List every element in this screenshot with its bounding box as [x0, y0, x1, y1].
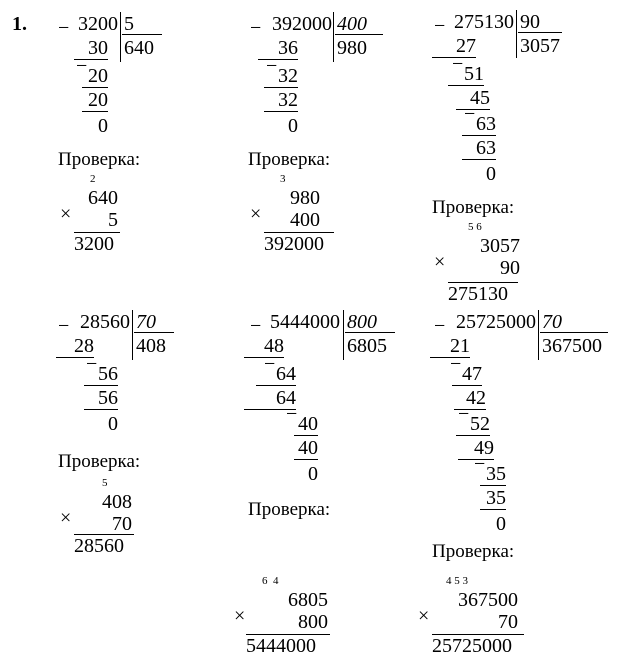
divisor: 70	[542, 311, 562, 333]
step-value: 51	[464, 63, 484, 85]
divisor-underline	[345, 332, 395, 333]
divisor-underline	[518, 32, 562, 33]
check-label: Проверка:	[248, 499, 331, 520]
times-sign: ×	[234, 605, 246, 627]
step-value: 63	[476, 113, 496, 135]
step-value: 0	[496, 513, 506, 535]
divisor-underline	[122, 34, 162, 35]
minus-sign: −	[250, 17, 262, 39]
step-underline	[264, 111, 298, 112]
step-underline	[294, 459, 318, 460]
divisor: 400	[337, 13, 367, 35]
step-underline	[452, 385, 482, 386]
product: 28560	[74, 535, 124, 557]
multiplier: 400	[290, 209, 320, 231]
divisor: 5	[124, 13, 134, 35]
check-label: Проверка:	[432, 197, 515, 218]
carry-digits: 2	[90, 173, 96, 185]
minus-sign: −	[58, 315, 70, 337]
step-value: 49	[474, 437, 494, 459]
step-value: 52	[470, 413, 490, 435]
division-bar	[132, 310, 133, 360]
step-underline	[294, 435, 318, 436]
times-sign: ×	[434, 251, 446, 273]
step-value: 63	[476, 137, 496, 159]
minus-sign: −	[286, 403, 298, 425]
dividend: 392000	[272, 13, 332, 35]
minus-sign: −	[250, 315, 262, 337]
multiplier: 800	[298, 611, 328, 633]
step-value: 42	[466, 387, 486, 409]
check-label: Проверка:	[432, 541, 515, 562]
step-value: 36	[278, 37, 298, 59]
times-sign: ×	[60, 203, 72, 225]
minus-sign: −	[434, 315, 446, 337]
step-underline	[84, 385, 118, 386]
minus-sign: −	[452, 53, 464, 75]
step-underline	[462, 135, 496, 136]
division-bar	[120, 12, 121, 62]
step-underline	[82, 111, 108, 112]
divisor: 90	[520, 11, 540, 33]
divisor-underline	[134, 332, 174, 333]
step-underline	[462, 159, 496, 160]
step-value: 47	[462, 363, 482, 385]
step-value: 0	[288, 115, 298, 137]
multiplicand: 3057	[480, 235, 520, 257]
minus-sign: −	[76, 55, 88, 77]
dividend: 5444000	[270, 311, 340, 333]
step-underline	[258, 59, 298, 60]
step-value: 48	[264, 335, 284, 357]
product: 5444000	[246, 635, 316, 657]
minus-sign: −	[450, 353, 462, 375]
step-underline	[456, 435, 490, 436]
minus-sign: −	[264, 353, 276, 375]
carry-digits: 3	[280, 173, 286, 185]
step-value: 20	[88, 89, 108, 111]
step-value: 56	[98, 387, 118, 409]
product: 3200	[74, 233, 114, 255]
dividend: 25725000	[456, 311, 536, 333]
multiplicand: 408	[102, 491, 132, 513]
step-value: 40	[298, 437, 318, 459]
multiplier: 5	[108, 209, 118, 231]
dividend: 275130	[454, 11, 514, 33]
product: 25725000	[432, 635, 512, 657]
quotient: 408	[136, 335, 166, 357]
dividend: 3200	[78, 13, 118, 35]
division-bar	[538, 310, 539, 360]
product: 392000	[264, 233, 324, 255]
step-value: 28	[74, 335, 94, 357]
minus-sign: −	[266, 55, 278, 77]
step-value: 0	[108, 413, 118, 435]
minus-sign: −	[58, 17, 70, 39]
check-label: Проверка:	[58, 451, 141, 472]
minus-sign: −	[464, 103, 476, 125]
division-bar	[343, 310, 344, 360]
step-value: 20	[88, 65, 108, 87]
minus-sign: −	[434, 15, 446, 37]
quotient: 6805	[347, 335, 387, 357]
step-value: 35	[486, 463, 506, 485]
step-value: 56	[98, 363, 118, 385]
multiplicand: 6805	[288, 589, 328, 611]
times-sign: ×	[418, 605, 430, 627]
step-value: 35	[486, 487, 506, 509]
check-label: Проверка:	[248, 149, 331, 170]
step-value: 64	[276, 363, 296, 385]
step-underline	[448, 85, 484, 86]
division-bar	[333, 12, 334, 62]
step-underline	[256, 385, 296, 386]
times-sign: ×	[250, 203, 262, 225]
multiplier: 70	[498, 611, 518, 633]
carry-digits: 5	[102, 477, 108, 489]
step-value: 32	[278, 89, 298, 111]
step-value: 64	[276, 387, 296, 409]
step-underline	[264, 87, 298, 88]
quotient: 640	[124, 37, 154, 59]
division-bar	[516, 10, 517, 58]
multiplier: 70	[112, 513, 132, 535]
step-value: 30	[88, 37, 108, 59]
product: 275130	[448, 283, 508, 305]
divisor-underline	[540, 332, 608, 333]
step-value: 0	[98, 115, 108, 137]
step-value: 21	[450, 335, 470, 357]
step-value: 27	[456, 35, 476, 57]
multiplicand: 980	[290, 187, 320, 209]
multiplicand: 640	[88, 187, 118, 209]
step-value: 45	[470, 87, 490, 109]
quotient: 980	[337, 37, 367, 59]
step-underline	[480, 509, 506, 510]
carry-digits: 5 6	[468, 221, 482, 233]
multiplier: 90	[500, 257, 520, 279]
minus-sign: −	[458, 403, 470, 425]
step-value: 0	[486, 163, 496, 185]
divisor-underline	[335, 34, 383, 35]
step-underline	[480, 485, 506, 486]
divisor: 800	[347, 311, 377, 333]
step-underline	[84, 409, 118, 410]
divisor: 70	[136, 311, 156, 333]
carry-digits: 6 4	[262, 575, 279, 587]
minus-sign: −	[474, 453, 486, 475]
task-number: 1.	[12, 13, 27, 35]
step-value: 0	[308, 463, 318, 485]
step-underline	[82, 87, 108, 88]
step-value: 40	[298, 413, 318, 435]
minus-sign: −	[86, 353, 98, 375]
dividend: 28560	[80, 311, 130, 333]
check-label: Проверка:	[58, 149, 141, 170]
carry-digits: 4 5 3	[446, 575, 468, 587]
multiplicand: 367500	[458, 589, 518, 611]
quotient: 367500	[542, 335, 602, 357]
step-value: 32	[278, 65, 298, 87]
times-sign: ×	[60, 507, 72, 529]
quotient: 3057	[520, 35, 560, 57]
